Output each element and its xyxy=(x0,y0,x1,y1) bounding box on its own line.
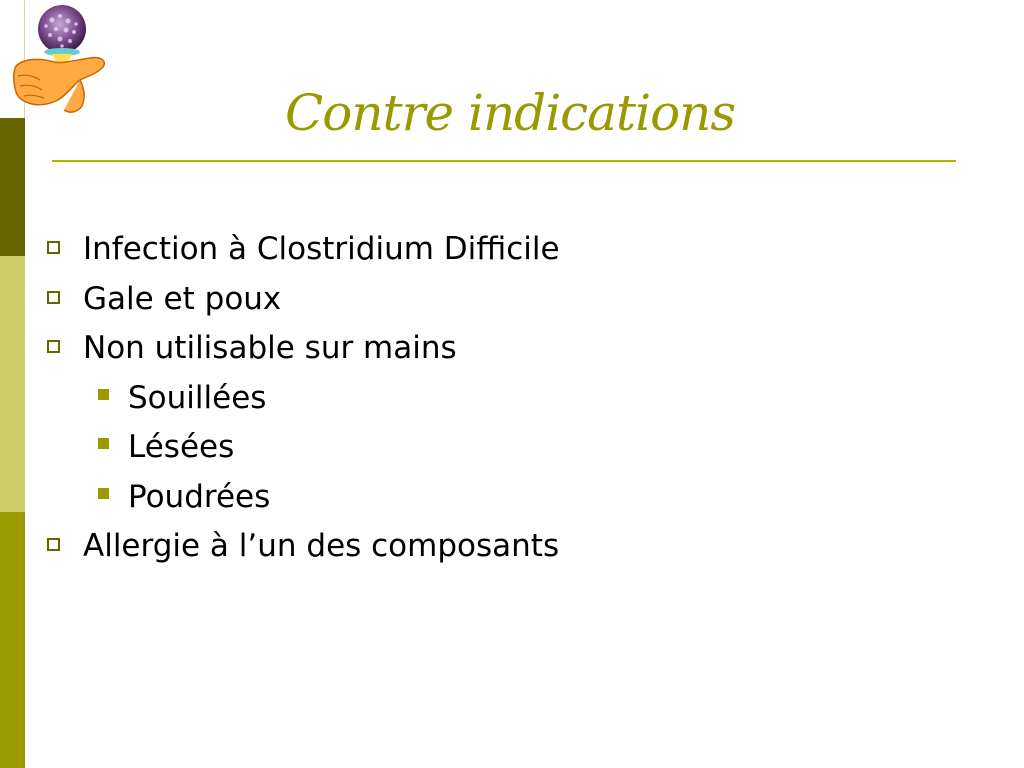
side-bar-dark-segment xyxy=(0,118,25,256)
sub-list-item xyxy=(45,424,560,474)
bullet-text: Allergie à l’un des composants xyxy=(83,528,560,564)
hollow-square-bullet-icon xyxy=(47,340,60,353)
bullet-text: Non utilisable sur mains xyxy=(83,330,457,366)
bullet-text: Gale et poux xyxy=(83,280,282,317)
solid-square-bullet-icon xyxy=(98,488,109,499)
side-bar-olive-segment xyxy=(0,512,25,768)
bullet-list xyxy=(45,226,560,573)
bullet-text: Infection à Clostridium Difficile xyxy=(83,231,560,267)
sub-bullet-text: Poudrées xyxy=(128,478,271,515)
hollow-square-bullet-icon xyxy=(47,241,60,254)
list-item xyxy=(45,226,560,276)
sub-list-item xyxy=(45,474,560,524)
title-underline xyxy=(52,160,956,162)
hollow-square-bullet-icon xyxy=(47,291,60,304)
list-item xyxy=(45,523,560,573)
hand-holding-globe-icon xyxy=(10,2,114,116)
solid-square-bullet-icon xyxy=(98,438,109,449)
list-item xyxy=(45,325,560,375)
hollow-square-bullet-icon xyxy=(47,538,60,551)
sub-bullet-text: Lésées xyxy=(128,429,235,465)
sub-list-item xyxy=(45,375,560,425)
sub-bullet-text: Souillées xyxy=(128,379,267,416)
list-item xyxy=(45,276,560,326)
slide-title: Contre indications xyxy=(284,84,736,142)
solid-square-bullet-icon xyxy=(98,389,109,400)
side-bar-light-segment xyxy=(0,256,25,512)
